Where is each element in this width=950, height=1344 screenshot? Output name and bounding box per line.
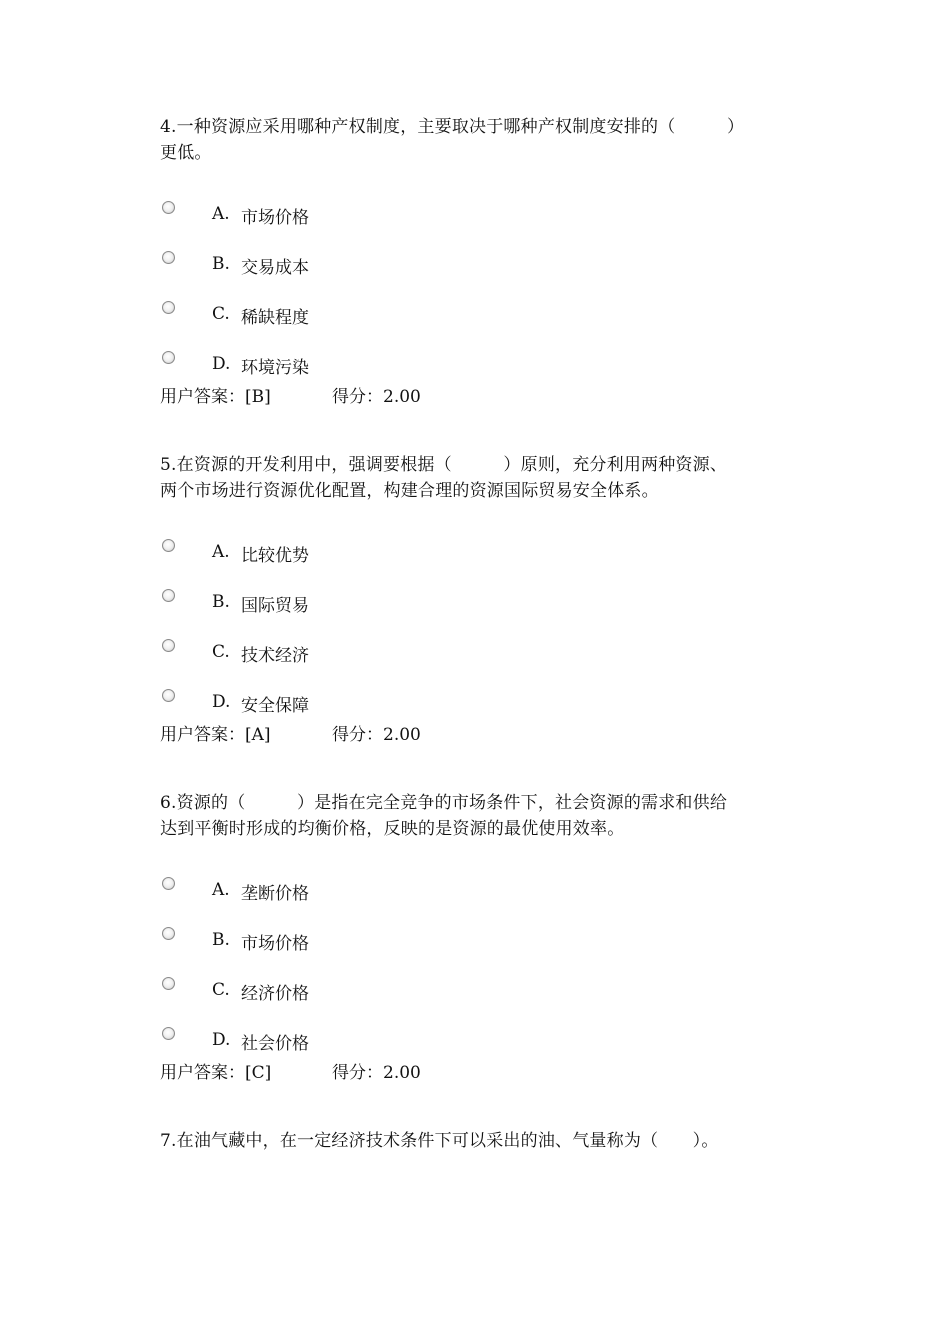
radio-button[interactable]: [162, 351, 175, 364]
score: 得分：2.00: [332, 387, 421, 407]
question-text-line-2: 两个市场进行资源优化配置，构建合理的资源国际贸易安全体系。: [160, 481, 659, 501]
option-label: 技术经济: [241, 646, 309, 666]
radio-button[interactable]: [162, 201, 175, 214]
option-letter: D.: [212, 1030, 231, 1050]
radio-button[interactable]: [162, 877, 175, 890]
options-list: [160, 190, 800, 390]
question-text: [160, 790, 800, 842]
options-list: [160, 866, 800, 1066]
option-letter: A.: [212, 880, 230, 900]
option-letter: C.: [212, 980, 230, 1000]
option-label: 国际贸易: [241, 596, 309, 616]
option-label: 交易成本: [241, 258, 309, 278]
question-text: [160, 452, 800, 504]
question-text-line-1: 7.在油气藏中，在一定经济技术条件下可以采出的油、气量称为（ ）。: [160, 1131, 719, 1151]
option-d[interactable]: [160, 678, 800, 728]
radio-button[interactable]: [162, 251, 175, 264]
user-answer: 用户答案：[A]: [160, 725, 271, 745]
question-5: [160, 452, 800, 748]
option-letter: D.: [212, 692, 231, 712]
radio-button[interactable]: [162, 589, 175, 602]
option-label: 市场价格: [241, 934, 309, 954]
option-letter: B.: [212, 930, 230, 950]
question-text: [160, 1128, 800, 1154]
options-list: [160, 528, 800, 728]
option-b[interactable]: [160, 578, 800, 628]
option-label: 经济价格: [241, 984, 309, 1004]
option-letter: A.: [212, 204, 230, 224]
option-label: 社会价格: [241, 1034, 309, 1054]
option-label: 安全保障: [241, 696, 309, 716]
option-letter: B.: [212, 254, 230, 274]
score: 得分：2.00: [332, 725, 421, 745]
option-letter: C.: [212, 304, 230, 324]
question-text-line-2: 更低。: [160, 143, 212, 163]
option-d[interactable]: [160, 340, 800, 390]
option-label: 稀缺程度: [241, 308, 309, 328]
radio-button[interactable]: [162, 977, 175, 990]
option-label: 市场价格: [241, 208, 309, 228]
score: 得分：2.00: [332, 1063, 421, 1083]
option-letter: A.: [212, 542, 230, 562]
radio-button[interactable]: [162, 689, 175, 702]
option-label: 比较优势: [241, 546, 309, 566]
option-c[interactable]: [160, 966, 800, 1016]
question-text: [160, 114, 800, 166]
option-label: 环境污染: [241, 358, 309, 378]
option-label: 垄断价格: [241, 884, 309, 904]
option-a[interactable]: [160, 528, 800, 578]
question-text-line-1: 5.在资源的开发利用中，强调要根据（ ）原则，充分利用两种资源、: [160, 455, 728, 475]
option-a[interactable]: [160, 866, 800, 916]
option-letter: B.: [212, 592, 230, 612]
spacer: [160, 1086, 800, 1128]
spacer: [160, 748, 800, 790]
question-text-line-1: 4.一种资源应采用哪种产权制度，主要取决于哪种产权制度安排的（ ）: [160, 117, 745, 137]
user-answer: 用户答案：[C]: [160, 1063, 272, 1083]
question-text-line-2: 达到平衡时形成的均衡价格，反映的是资源的最优使用效率。: [160, 819, 625, 839]
option-a[interactable]: [160, 190, 800, 240]
option-letter: D.: [212, 354, 231, 374]
radio-button[interactable]: [162, 539, 175, 552]
question-text-line-1: 6.资源的（ ）是指在完全竞争的市场条件下，社会资源的需求和供给: [160, 793, 728, 813]
radio-button[interactable]: [162, 927, 175, 940]
question-7: [160, 1128, 800, 1154]
option-c[interactable]: [160, 290, 800, 340]
option-d[interactable]: [160, 1016, 800, 1066]
option-c[interactable]: [160, 628, 800, 678]
question-4: [160, 114, 800, 410]
question-6: [160, 790, 800, 1086]
option-b[interactable]: [160, 240, 800, 290]
option-b[interactable]: [160, 916, 800, 966]
exam-page: [160, 114, 800, 1154]
user-answer: 用户答案：[B]: [160, 387, 271, 407]
radio-button[interactable]: [162, 639, 175, 652]
spacer: [160, 410, 800, 452]
radio-button[interactable]: [162, 301, 175, 314]
radio-button[interactable]: [162, 1027, 175, 1040]
option-letter: C.: [212, 642, 230, 662]
